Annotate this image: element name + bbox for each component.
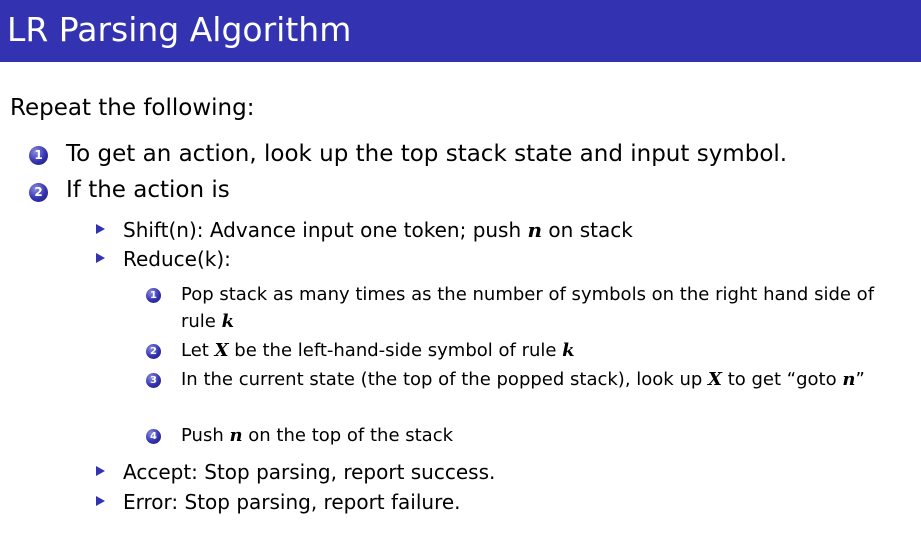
step-number-1: 1 xyxy=(29,146,48,165)
reduce-step-4 xyxy=(181,422,891,449)
step-2-text: If the action is xyxy=(66,177,230,203)
reduce-step-2 xyxy=(181,337,891,364)
bullet-triangle-icon xyxy=(96,253,105,263)
reduce-step-number-4: 4 xyxy=(146,429,161,444)
reduce-step-number-2: 2 xyxy=(146,344,161,359)
reduce-step-2-mid: be the left-hand-side symbol of rule xyxy=(228,340,563,361)
reduce-step-3-mid: to get “goto xyxy=(721,369,843,390)
reduce-step-3-post: ” xyxy=(855,369,865,390)
reduce-step-number-3: 3 xyxy=(146,373,161,388)
reduce-step-3 xyxy=(181,366,891,393)
reduce-step-2-pre: Let xyxy=(181,340,215,361)
slide-title: LR Parsing Algorithm xyxy=(7,10,352,49)
reduce-step-1-pre: Pop stack as many times as the number of symbols on the right hand side of rule xyxy=(181,284,875,332)
action-reduce: Reduce(k): xyxy=(123,247,231,271)
reduce-step-1-var: k xyxy=(221,311,235,332)
step-1-text: To get an action, look up the top stack state and input symbol. xyxy=(66,141,788,167)
reduce-step-4-pre: Push xyxy=(181,425,230,446)
reduce-step-2-var2: k xyxy=(562,340,575,361)
bullet-triangle-icon xyxy=(96,496,105,506)
bullet-triangle-icon xyxy=(96,224,105,234)
reduce-step-3-pre: In the current state (the top of the popped stack), look up xyxy=(181,369,709,390)
reduce-step-2-var: X xyxy=(214,340,229,361)
shift-text-post: on stack xyxy=(542,218,633,242)
action-error: Error: Stop parsing, report failure. xyxy=(123,490,461,514)
shift-var: n xyxy=(527,218,543,242)
reduce-step-4-var: n xyxy=(229,425,243,446)
reduce-step-1 xyxy=(181,281,891,335)
title-bar xyxy=(0,0,921,62)
action-shift xyxy=(123,218,633,242)
step-number-2: 2 xyxy=(29,183,48,202)
action-accept: Accept: Stop parsing, report success. xyxy=(123,460,496,484)
reduce-step-number-1: 1 xyxy=(146,288,161,303)
reduce-step-3-var: X xyxy=(708,369,722,390)
reduce-step-4-post: on the top of the stack xyxy=(242,425,454,446)
bullet-triangle-icon xyxy=(96,466,105,476)
shift-text-pre: Shift(n): Advance input one token; push xyxy=(123,218,528,242)
reduce-step-3-var2: n xyxy=(842,369,856,390)
intro-text: Repeat the following: xyxy=(10,95,255,121)
